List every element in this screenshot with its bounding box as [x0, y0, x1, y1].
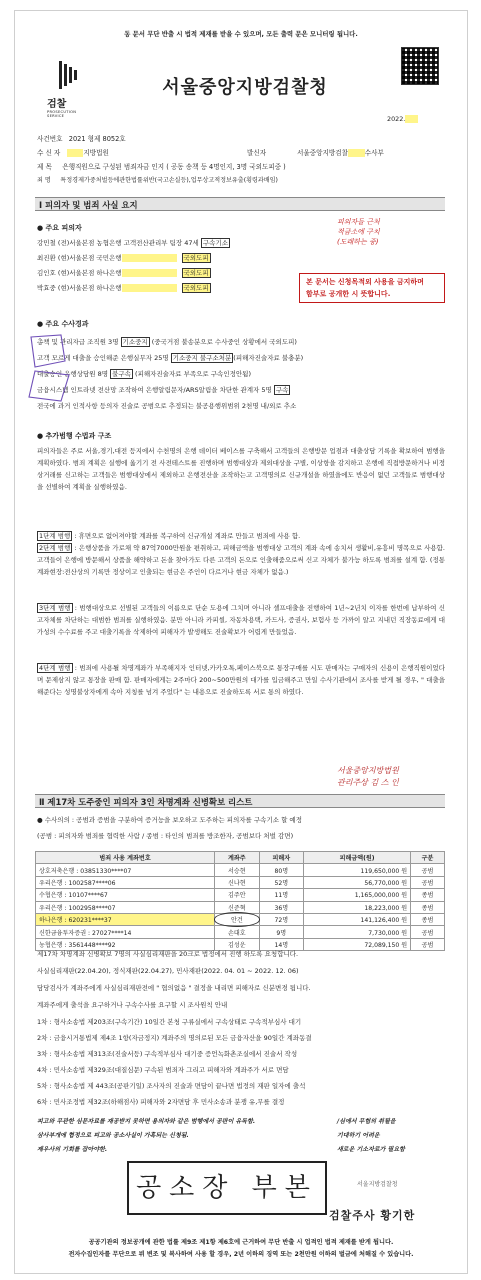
section-2-header: Ⅱ 제17차 도주중인 피의자 3인 차명계좌 신병확보 리스트: [35, 794, 445, 808]
handwritten-note: 피의자들 근처 적금소에 구치 (도래하는 중): [337, 218, 380, 246]
logo-korean-text: 검찰: [47, 99, 67, 110]
suspect-row: 강민철 (전)서울본점 농협은행 고객전산관리부 팀장 47세 구속기소: [37, 239, 229, 247]
prosecutor-signature: 검찰주사 황기한: [329, 1209, 416, 1222]
top-notice: 동 문서 무단 반출 시 법적 제재를 받을 수 있으며, 모든 출력 문은 모니터링 됩니다.: [124, 30, 358, 38]
document-date: 2022.: [387, 115, 418, 123]
investigation-line: 총책 및 관리자급 조직원 3명 기소중지 (중국거점 불송분으로 수사중인 상황에서 국외도피): [37, 338, 297, 346]
investigation-line: 전국에 과거 인적사항 등의자 진술로 공범으로 추정되는 불공용행위범위 2천명 내/외로 추소: [37, 402, 297, 410]
method-step-3: 3단계 범행 : 범행대상으로 선별된 고객들의 이름으로 단순 도용에 그치며 아니라 셀프대출을 진행하여 1년~2년치 이자를 한번에 납부하여 신고자체를 차단하는 대범한 범죄를 실행하였음. 분만 아니라 카피씰, 자동차용택, 카드사, 증권사, 보험사 등 가까이 알고 지내던 직장동료에게 대가성의 수수료를 주고 대출기록을 삭제하여 피해자가 발생해도 진술확보가 어렵게 만들었음.: [37, 604, 445, 637]
office-seal-text: 서울지방검찰청: [357, 1181, 398, 1188]
table-row: 신한금융투자증권 : 27027****14 손대호 9명 7,730,000 원 공범: [36, 926, 445, 938]
closing-right: /심에서 무험의 취될을 기대하기 어려운 새로운 기소자료가 필요함: [337, 1118, 405, 1153]
indictment-copy-stamp: 공소장 부본: [127, 1161, 327, 1215]
column-header: 계좌주: [215, 852, 259, 864]
table-row: 수협은행 : 10107****67 김주안 11명 1,165,000,000 원 종범: [36, 889, 445, 901]
status-badge: 국외도피: [183, 269, 209, 277]
account-table: [35, 851, 445, 951]
recipient-label: 수 신 자: [37, 149, 61, 157]
court-handwritten-stamp: 서울중앙지방법원 관리주상 김 스 인: [337, 766, 399, 787]
closing-left: 피고와 무관한 심문자료를 재공받지 못하면 용의자와 같은 범행에서 공판이 유독함. 삼사부개에 협정으로 피고와 공소사실이 가혹되는 신청됨. 제우사의 기회를 잡아야한.: [37, 1118, 256, 1153]
charge-label: 죄 명: [37, 177, 51, 184]
method-step-4: 4단계 범행 : 범죄에 사용될 차명계좌가 부족해지자 인터넷,카카오톡,페이스북으로 통장구매를 시도 판매자는 구매자의 신용이 은행직원이었다며 문제삼지 않고 통장을 판매 함. 판매자에게는 2주마다 200~500만원의 대가를 입금해주고 만일 수사기관에서 조사를 받게 될 경우, " 대출을 해준다는 성명불상자에게 속아 지칭를 넘겨 주었다" 는 내용으로 진술하도록 서로 통의 하였다.: [37, 664, 445, 697]
document-page: 동 문서 무단 반출 시 법적 제재를 받을 수 있으며, 모든 출력 문은 모니터링 됩니다. 검찰 PROSECUTION SERVICE 서울중앙지방검찰청 2022. 사건번호 2021 형제 8052호 수 신 자 지방법원 발신자 서울중앙지방검찰 수사부 제 목 은행직원으로 구성된 범죄자금 인지 ( 공동 송책 등 4명인지, 3명 국외도피중 ) 죄 명 특정경제가중처벌등에관한법률위반(국고손실등),업무상고적정보유출(횡령과배임) Ⅰ 피의자 및 범죄 사실 요지 ● 주요 피의자 강민철 (전)서울본점 농협은행 고객전산관리부 팀장 47세 구속기소 최진환 (현)서울본점 국민은행 국외도피 김인호 (현)서울본점 하나은행 국외도피 박효중 (현)서울본점 하나은행 국외도피 피의자들 근처 적금소에 구치 (도래하는 중) 본 문서는 신청목적외 사용을 금지하며 함부로 공개한 시 뜻합니다. ● 주요 수사경과 총책 및 관리자급 조직원 3명 기소중지 (중국거점 불송분으로 수사중인 상황에서 국외도피) 고객 모르게 대출을 승인해준 은행실무자 25명 기소중지 불구소처분 (피해자진술자료 불충분) 대출승인 은행상담원 8명 불구속 (피해자진술자료 부족으로 구속인정안됨) 금융시스템 인트라넷 전산망 조작하여 은행알림문자/ARS알림을 차단한 관계자 5명 구속 전국에 과거 인적사항 등의자 진술로 공범으로 추정되는 불공용행위범위 2천명 내/외로 추소 ● 추가범행 수법과 구조 피의자들은 주로 서울,경기,대전 등지에서 수천명의 은행 데이터 베이스를 구축해서 고객들의 은행방문 업점과 대출상담 기록을 확보하여 범행을 계획하였다. 범죄 계획은 실행에 옮기기 전 사전테스트를 진행하며 범행대상과 제외대상을 구별, 이상항을 감지하고 은행에 직접방문하거나 비정상거래를 신고하는 고객들은 범행대상에서 제외하고 은행전산을 조작하는고 고객명의로 신규개설을 하였을에도 반응이 없던 고객들로 범행대상을 선별하여 계획을 실행하였음. 1단계 범행 : 휴면으로 없어져야할 계좌를 복구하여 신규개설 계좌로 만들고 범죄에 사용 함. 2단계 범행 : 은행상품을 가로채 약 87억7000만원을 편취하고, 피해금액을 범행대상 고객의 계좌 속에 송치서 생활비,유흥비 명목으로 사용함. 고객들이 은행에 방문해서 상품을 해약하고 돈을 찾아가도 다른 고객의 돈으로 인출해줌으로써 신고 자체가 불가능 하도록 범죄를 설계 함. (정통계좌현장:전산상의 기록만 정상이고 인출되는 현금은 주인이 다르거나 현금 자체가 없음.) 3단계 범행 : 범행대상으로 선별된 고객들의 이름으로 단순 도용에 그치며 아니라 셀프대출을 진행하여 1년~2년치 이자를 한번에 납부하여 신고자체를 차단하는 대범한 범죄를 실행하였음. 분만 아니라 카피씰, 자동차용택, 카드사, 증권사, 보험사 등 가까이 알고 지내던 직장동료에게 대가성의 수수료를 주고 대출기록을 삭제하여 피해자가 발생해도 진술확보가 어렵게 만들었음. 4단계 범행 : 범죄에 사용될 차명계좌가 부족해지자 인터넷,카카오톡,페이스북으로 통장구매를 시도 판매자는 구매자의 신용이 은행직원이었다며 문제삼지 않고 통장을 판매 함. 판매자에게는 2주마다 200~500만원의 대가를 입금해주고 만일 수사기관에서 조사를 받게 될 경우, " 대출을 해준다는 성명불상자에게 속아 지칭를 넘겨 주었다" 는 내용으로 진술하도록 서로 통의 하였다. 서울중앙지방법원 관리주상 김 스 인 Ⅱ 제17차 도주중인 피의자 3인 차명계좌 신병확보 리스트 ● 수사의의 : 공범과 증범을 구분하여 증거능을 보오하고 도주하는 피의자를 구속기소 할 예정 (공범 : 피의자와 범죄를 협력한 사람 / 종범 : 타인의 범죄를 방조한자, 공범보다 처벌 감면) 범죄 사용 계좌번호 계좌주 피해자 피해금액(원) 구분 상호저축은행 : 03851330****07 서승현 80명 119,650,000 원 공범 우리은행 : 1002587****06 신나현 52명 56,770,000 원 공범 수협은행 : 10107****67 김주안 11명 1,165,000,000 원 종범 우리은행 : 1002958****07 신준혁 36명 18,223,000 원 종범 하나은행 : 620231****37 안건 72명 141,126,400 원 종범 신한금융투자증권 : 27027****14 손대호 9명 7,730,000 원 공범 농협은행 : 3561448****92 김성운 14명 72,089,150 원 공범 제17차 차명계좌 신병확보 7명의 사실심리재판을 20크로 법정에서 진행 하도록 요청합니다. 사실심리재판(22.04.20), 정식재판(22.04.27), 민사재판(2022. 04. 01 ~ 2022. 12. 06) 담당검사가 계좌주에게 사실심리재판전에 " 협의없음 " 결정을 내리면 피해자로 신분변경 됩니다. 계좌주에게 출석을 요구하거나 구속수사를 요구할 시 조사원칙 안내 1차 : 형사소송법 제203조(구속기간) 10일간 본청 구류실에서 구속상태로 구속적부심사 대기 2차 : 금융시거통법제 제4조 1항(자금정지) 계좌주의 명의로된 모든 금융자산을 90일간 계좌동결 3차 : 형사소송법 제313조(진술서등) 구속적부심사 대기중 증언녹화촌조실에서 진술서 작성 4차 : 민사소송법 제329조(대질심문) 구속된 범죄자 그리고 피해자와 계좌주가 서로 면담 5차 : 형사소송법 제 443조(공판기일) 조사자의 진술과 면담이 끝나면 법정의 재판 일자에 출석 6차 : 민사조정법 제32조(하해점사) 피해자와 2자면담 후 민사소송과 분쟁 유,무를 결정 피고와 무관한 심문자료를 재공받지 못하면 용의자와 같은 범행에서 공판이 유독함. 삼사부개에 협정으로 피고와 공소사실이 가혹되는 신청됨. 제우사의 기회를 잡아야한. /심에서 무험의 취될을 기대하기 어려운 새로운 기소자료가 필요함 공소장 부본 서울지방검찰청 검찰주사 황기한 공공기관의 정보공개에 관한 법률 제9조 제1항 제6호에 근거하여 무단 반출 시 업적인 법적 제재를 받게 됩니다. 전자수집인자를 무단으로 뷔 변조 및 복사하여 사용 할 경우, 2년 이하의 징역 또는 2천만원 이하의 벌금에 처해질 수 있습니다.: [14, 10, 468, 1274]
method-step-1: 1단계 범행 : 휴면으로 없어져야할 계좌를 복구하여 신규개설 계좌로 만들고 범죄에 사용 함.: [39, 532, 301, 540]
subject-value: 은행직원으로 구성된 범죄자금 인지 ( 공동 송책 등 4명인지, 3명 국외도피중 ): [62, 163, 286, 171]
restriction-stamp: 본 문서는 신청목적외 사용을 금지하며 함부로 공개한 시 뜻합니다.: [299, 273, 445, 303]
prosecution-emblem-icon: [57, 61, 79, 89]
office-title: 서울중앙지방검찰청: [162, 77, 328, 98]
investigation-line: 금융시스템 인트라넷 전산망 조작하여 은행알림문자/ARS알림을 차단한 관계자 5명 구속: [37, 386, 289, 394]
table-row: 농협은행 : 3561448****92 김성운 14명 72,089,150 원 공범: [36, 938, 445, 950]
qr-code-icon: [401, 47, 439, 85]
section-2-note: (공범 : 피의자와 범죄를 협력한 사람 / 종범 : 타인의 범죄를 방조한자, 공범보다 처벌 감면): [37, 832, 294, 840]
case-value: 2021 형제 8052호: [68, 135, 126, 143]
sender-value: 서울중앙지방검찰: [297, 149, 348, 157]
table-row: 우리은행 : 1002587****06 신나현 52명 56,770,000 원 공범: [36, 876, 445, 888]
section-2-note: ● 수사의의 : 공범과 증범을 구분하여 증거능을 보오하고 도주하는 피의자를 구속기소 할 예정: [37, 816, 302, 824]
column-header: 피해금액(원): [304, 852, 411, 864]
table-row: 하나은행 : 620231****37 안건 72명 141,126,400 원 종범: [36, 913, 445, 925]
suspect-row: 박효중 (현)서울본점 하나은행 국외도피: [37, 284, 209, 292]
column-header: 범죄 사용 계좌번호: [36, 852, 215, 864]
table-row: 우리은행 : 1002958****07 신준혁 36명 18,223,000 원 종범: [36, 901, 445, 913]
recipient-value: 지방법원: [83, 149, 109, 157]
main-suspects-heading: ● 주요 피의자: [37, 224, 82, 232]
investigation-line: 고객 모르게 대출을 승인해준 은행실무자 25명 기소중지 불구소처분 (피해자진술자료 불충분): [37, 354, 304, 362]
footer-legal-notice: 공공기관의 정보공개에 관한 법률 제9조 제1항 제6호에 근거하여 무단 반출 시 업적인 법적 제재를 받게 됩니다. 전자수집인자를 무단으로 뷔 변조 및 복사하여 사용 할 경우, 2년 이하의 징역 또는 2천만원 이하의 벌금에 처해질 수 있습니다.: [68, 1239, 414, 1258]
method-heading: ● 추가범행 수법과 구조: [37, 432, 112, 440]
column-header: 피해자: [259, 852, 303, 864]
subject-label: 제 목: [37, 163, 52, 171]
status-badge: 구속기소: [202, 239, 229, 247]
case-label: 사건번호: [37, 135, 63, 143]
prosecution-logo: [43, 61, 93, 118]
sender-suffix: 수사부: [364, 149, 384, 157]
table-header-row: [36, 852, 445, 864]
method-intro: 피의자들은 주로 서울,경기,대전 등지에서 수천명의 은행 데이터 베이스를 구축해서 고객들의 은행방문 업점과 대출상담 기록을 확보하여 범행을 계획하였다. 범죄 계획은 실행에 옮기기 전 사전테스트를 진행하며 범행대상과 제외대상을 구별, 이상항을 감지하고 은행에 직접방문하거나 비정상거래를 신고하는 고객들은 범행대상에서 제외하고 은행전산을 조작하는고 고객명의로 신규개설을 하였을에도 반응이 없던 고객들로 범행대상을 선별하여 계획을 실행하였음.: [37, 447, 445, 492]
sender-label: 발신자: [247, 149, 267, 157]
investigation-heading: ● 주요 수사경과: [37, 320, 89, 328]
logo-english-text: PROSECUTION SERVICE: [47, 110, 77, 118]
purple-signature-mark: [21, 331, 81, 411]
table-row: 상호저축은행 : 03851330****07 서승현 80명 119,650,000 원 공범: [36, 864, 445, 876]
suspect-row: 김인호 (현)서울본점 하나은행 국외도피: [37, 269, 209, 277]
column-header: 구분: [411, 852, 445, 864]
investigation-line: 대출승인 은행상담원 8명 불구속 (피해자진술자료 부족으로 구속인정안됨): [37, 370, 251, 378]
status-badge: 국외도피: [183, 254, 209, 262]
method-step-2: 2단계 범행 : 은행상품을 가로채 약 87억7000만원을 편취하고, 피해금액을 범행대상 고객의 계좌 속에 송치서 생활비,유흥비 명목으로 사용함. 고객들이 은행에 방문해서 상품을 해약하고 돈을 찾아가도 다른 고객의 돈으로 인출해줌으로써 신고 자체가 불가능 하도록 범죄를 설계 함. (정통계좌현장:전산상의 기록만 정상이고 인출되는 현금은 주인이 다르거나 현금 자체가 없음.): [37, 544, 445, 577]
section-1-header: Ⅰ 피의자 및 범죄 사실 요지: [35, 197, 445, 211]
suspect-row: 최진환 (현)서울본점 국민은행 국외도피: [37, 254, 209, 262]
status-badge: 국외도피: [183, 284, 209, 292]
charge-value: 특정경제가중처벌등에관한법률위반(국고손실등),업무상고적정보유출(횡령과배임): [60, 177, 278, 184]
